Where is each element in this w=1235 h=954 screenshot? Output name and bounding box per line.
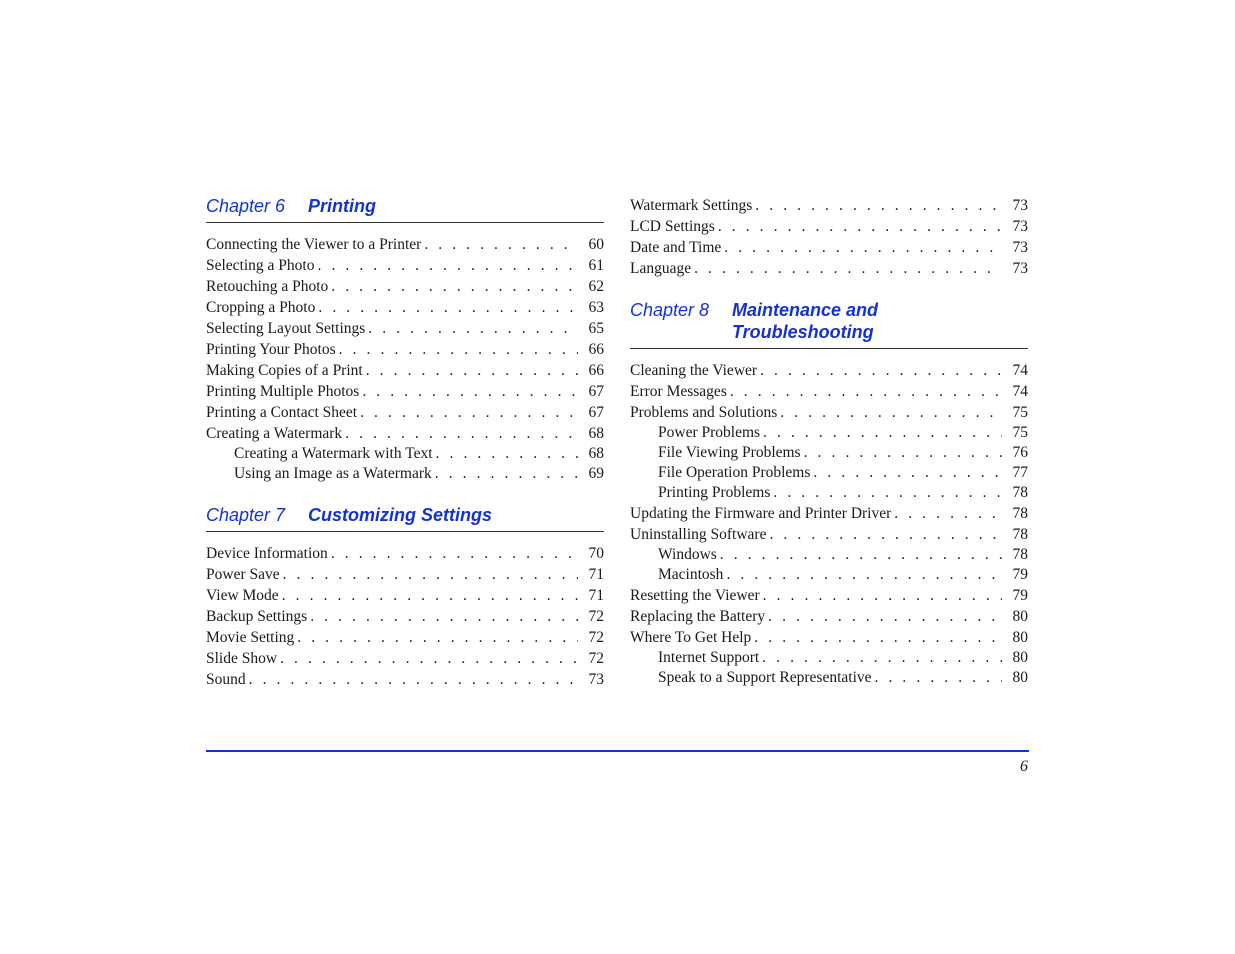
toc-entry[interactable] — [206, 669, 604, 690]
toc-entry-page-number: 79 — [1012, 566, 1028, 583]
toc-entry-title: Selecting Layout Settings — [206, 320, 366, 337]
toc-entry-title: Creating a Watermark with Text — [234, 445, 433, 462]
chapter-6-heading[interactable] — [206, 195, 604, 223]
toc-entry-title: Watermark Settings — [630, 197, 753, 214]
toc-left-column — [206, 195, 604, 690]
dot-leader — [249, 669, 578, 690]
toc-entry-page-number: 73 — [1012, 260, 1028, 277]
toc-entry[interactable] — [630, 585, 1028, 606]
toc-entry-title: Printing Your Photos — [206, 341, 336, 358]
toc-entry-title: View Mode — [206, 587, 279, 604]
toc-entry-page-number: 71 — [588, 587, 604, 604]
chapter-7-heading[interactable] — [206, 504, 604, 532]
toc-entry-title: Selecting a Photo — [206, 257, 315, 274]
toc-entry[interactable] — [630, 503, 1028, 524]
toc-entry[interactable] — [206, 585, 604, 606]
toc-entry-page-number: 65 — [588, 320, 604, 337]
toc-entry-title: Updating the Firmware and Printer Driver — [630, 505, 892, 522]
toc-entry[interactable] — [206, 627, 604, 648]
toc-entry-page-number: 80 — [1012, 608, 1028, 625]
toc-entry-page-number: 73 — [1012, 239, 1028, 256]
toc-entry[interactable] — [206, 360, 604, 381]
toc-entry-page-number: 78 — [1012, 546, 1028, 563]
toc-entry[interactable] — [206, 402, 604, 423]
chapter-7-section — [206, 504, 604, 690]
toc-entry[interactable] — [206, 318, 604, 339]
toc-entry[interactable] — [630, 237, 1028, 258]
toc-entry-page-number: 78 — [1012, 484, 1028, 501]
chapter-7-entry-list — [206, 543, 604, 690]
chapter-8-entry-list — [630, 360, 1028, 688]
toc-entry-page-number: 70 — [588, 545, 604, 562]
toc-entry-title: Printing a Contact Sheet — [206, 404, 358, 421]
dot-leader — [813, 463, 1002, 483]
dot-leader — [366, 360, 578, 381]
chapter-7-continued-entry-list — [630, 195, 1028, 279]
toc-entry-title: Date and Time — [630, 239, 722, 256]
chapter-6-title: Printing — [308, 196, 376, 216]
toc-entry-title: Resetting the Viewer — [630, 587, 760, 604]
toc-entry[interactable] — [206, 543, 604, 564]
footer-rule — [206, 750, 1029, 752]
dot-leader — [724, 237, 1002, 258]
toc-entry-title: Device Information — [206, 545, 328, 562]
toc-entry-page-number: 76 — [1012, 444, 1028, 461]
toc-entry[interactable] — [206, 276, 604, 297]
toc-entry-page-number: 72 — [588, 629, 604, 646]
toc-entry[interactable] — [206, 255, 604, 276]
toc-subentry[interactable] — [630, 545, 1028, 565]
chapter-8-title-line-1: Maintenance and — [732, 300, 879, 320]
toc-entry-page-number: 74 — [1012, 362, 1028, 379]
toc-entry-title: Where To Get Help — [630, 629, 752, 646]
page-number: 6 — [1020, 758, 1028, 775]
dot-leader — [424, 234, 578, 255]
toc-entry-page-number: 79 — [1012, 587, 1028, 604]
dot-leader — [435, 464, 578, 484]
toc-entry-title: Problems and Solutions — [630, 404, 778, 421]
dot-leader — [763, 585, 1002, 606]
dot-leader — [310, 606, 578, 627]
toc-entry[interactable] — [206, 234, 604, 255]
chapter-8-title-line-2: Troubleshooting — [732, 322, 874, 342]
toc-entry-title: Printing Multiple Photos — [206, 383, 360, 400]
toc-entry[interactable] — [630, 606, 1028, 627]
toc-entry[interactable] — [630, 402, 1028, 423]
toc-subentry[interactable] — [630, 443, 1028, 463]
dot-leader — [318, 297, 578, 318]
toc-entry-page-number: 72 — [588, 608, 604, 625]
dot-leader — [318, 255, 579, 276]
toc-entry[interactable] — [206, 297, 604, 318]
toc-subentry[interactable] — [630, 565, 1028, 585]
toc-entry[interactable] — [630, 381, 1028, 402]
toc-entry-title: Making Copies of a Print — [206, 362, 363, 379]
toc-entry-title: LCD Settings — [630, 218, 715, 235]
toc-entry-page-number: 68 — [588, 445, 604, 462]
toc-right-column — [630, 195, 1028, 688]
dot-leader — [331, 276, 578, 297]
toc-subentry[interactable] — [630, 648, 1028, 668]
toc-entry-page-number: 60 — [588, 236, 604, 253]
toc-entry-title: Connecting the Viewer to a Printer — [206, 236, 422, 253]
toc-subentry[interactable] — [630, 483, 1028, 503]
toc-entry-page-number: 80 — [1012, 669, 1028, 686]
dot-leader — [436, 444, 578, 464]
toc-entry-page-number: 73 — [1012, 218, 1028, 235]
toc-entry-page-number: 61 — [588, 257, 604, 274]
toc-entry[interactable] — [630, 195, 1028, 216]
toc-entry-title: Uninstalling Software — [630, 526, 767, 543]
toc-entry-page-number: 67 — [588, 404, 604, 421]
toc-entry-title: Backup Settings — [206, 608, 308, 625]
toc-entry-page-number: 77 — [1012, 464, 1028, 481]
toc-entry[interactable] — [206, 339, 604, 360]
toc-entry-page-number: 78 — [1012, 505, 1028, 522]
toc-entry[interactable] — [206, 648, 604, 669]
toc-entry-page-number: 80 — [1012, 649, 1028, 666]
toc-entry-title: Sound — [206, 671, 246, 688]
dot-leader — [755, 195, 1002, 216]
chapter-8-title — [732, 299, 878, 343]
toc-entry-page-number: 73 — [1012, 197, 1028, 214]
toc-entry-title: Speak to a Support Representative — [658, 669, 872, 686]
toc-entry[interactable] — [206, 606, 604, 627]
toc-entry[interactable] — [206, 381, 604, 402]
toc-entry-page-number: 73 — [588, 671, 604, 688]
toc-subentry[interactable] — [630, 668, 1028, 688]
dot-leader — [780, 402, 1002, 423]
dot-leader — [297, 627, 578, 648]
chapter-6-section — [206, 195, 604, 484]
toc-entry-page-number: 75 — [1012, 424, 1028, 441]
toc-entry-title: Internet Support — [658, 649, 760, 666]
dot-leader — [769, 524, 1002, 545]
dot-leader — [345, 423, 578, 444]
dot-leader — [331, 543, 578, 564]
toc-entry[interactable] — [630, 360, 1028, 381]
dot-leader — [760, 360, 1002, 381]
toc-entry-title: Power Save — [206, 566, 280, 583]
toc-entry-title: Cleaning the Viewer — [630, 362, 758, 379]
dot-leader — [754, 627, 1002, 648]
chapter-6-entry-list — [206, 234, 604, 484]
dot-leader — [762, 648, 1002, 668]
chapter-7-label: Chapter 7 — [206, 505, 286, 525]
toc-entry-page-number: 62 — [588, 278, 604, 295]
dot-leader — [280, 648, 578, 669]
toc-entry-title: Cropping a Photo — [206, 299, 316, 316]
toc-entry-title: Movie Setting — [206, 629, 295, 646]
dot-leader — [339, 339, 578, 360]
toc-entry[interactable] — [630, 258, 1028, 279]
toc-subentry[interactable] — [630, 463, 1028, 483]
toc-entry-page-number: 74 — [1012, 383, 1028, 400]
chapter-8-heading[interactable] — [630, 299, 1028, 349]
toc-entry-page-number: 69 — [588, 465, 604, 482]
toc-subentry[interactable] — [206, 464, 604, 484]
chapter-8-label: Chapter 8 — [630, 300, 710, 320]
toc-entry-page-number: 80 — [1012, 629, 1028, 646]
dot-leader — [804, 443, 1002, 463]
dot-leader — [360, 402, 578, 423]
toc-entry-page-number: 75 — [1012, 404, 1028, 421]
toc-subentry[interactable] — [630, 423, 1028, 443]
toc-entry-title: Printing Problems — [658, 484, 771, 501]
toc-entry-title: Windows — [658, 546, 717, 563]
toc-entry-title: Creating a Watermark — [206, 425, 343, 442]
toc-entry[interactable] — [206, 423, 604, 444]
toc-entry-title: Retouching a Photo — [206, 278, 329, 295]
toc-entry-page-number: 67 — [588, 383, 604, 400]
toc-entry[interactable] — [630, 216, 1028, 237]
toc-entry-page-number: 68 — [588, 425, 604, 442]
chapter-7-title: Customizing Settings — [308, 505, 492, 525]
toc-entry-page-number: 71 — [588, 566, 604, 583]
toc-entry-page-number: 78 — [1012, 526, 1028, 543]
toc-entry-title: File Viewing Problems — [658, 444, 801, 461]
dot-leader — [894, 503, 1002, 524]
toc-entry-title: Replacing the Battery — [630, 608, 766, 625]
toc-entry-page-number: 63 — [588, 299, 604, 316]
dot-leader — [720, 545, 1002, 565]
toc-entry-title: File Operation Problems — [658, 464, 811, 481]
chapter-6-label: Chapter 6 — [206, 196, 286, 216]
dot-leader — [763, 423, 1002, 443]
dot-leader — [368, 318, 578, 339]
dot-leader — [773, 483, 1002, 503]
dot-leader — [768, 606, 1002, 627]
dot-leader — [730, 381, 1002, 402]
toc-entry[interactable] — [630, 524, 1028, 545]
toc-entry-page-number: 72 — [588, 650, 604, 667]
dot-leader — [282, 585, 578, 606]
toc-entry-title: Language — [630, 260, 692, 277]
dot-leader — [362, 381, 578, 402]
dot-leader — [718, 216, 1002, 237]
dot-leader — [726, 565, 1002, 585]
toc-entry-title: Power Problems — [658, 424, 761, 441]
toc-entry[interactable] — [206, 564, 604, 585]
toc-entry-page-number: 66 — [588, 362, 604, 379]
toc-entry-title: Macintosh — [658, 566, 724, 583]
toc-entry-title: Using an Image as a Watermark — [234, 465, 432, 482]
toc-subentry[interactable] — [206, 444, 604, 464]
dot-leader — [283, 564, 578, 585]
chapter-8-section — [630, 299, 1028, 688]
toc-entry[interactable] — [630, 627, 1028, 648]
dot-leader — [694, 258, 1002, 279]
dot-leader — [875, 668, 1002, 688]
toc-entry-title: Error Messages — [630, 383, 727, 400]
toc-entry-title: Slide Show — [206, 650, 278, 667]
toc-entry-page-number: 66 — [588, 341, 604, 358]
